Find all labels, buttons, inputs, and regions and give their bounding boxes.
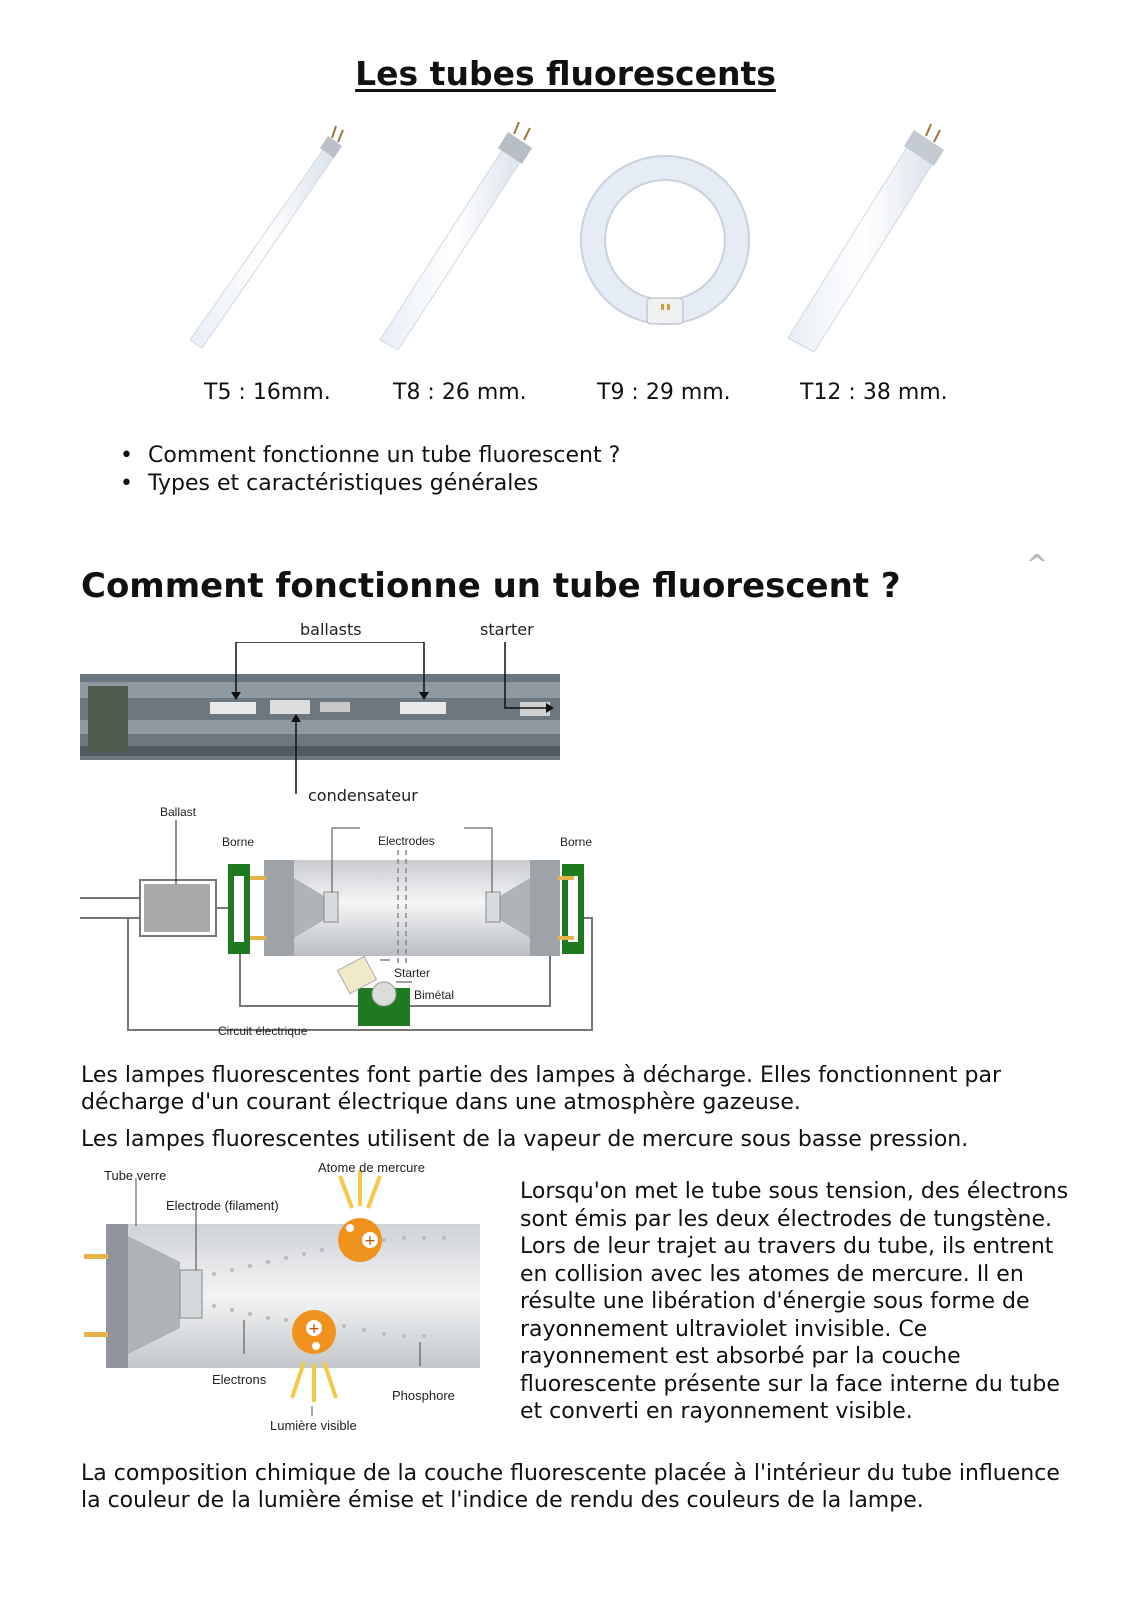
page-title: Les tubes fluorescents bbox=[355, 54, 776, 93]
section-title: Comment fonctionne un tube fluorescent ? bbox=[81, 566, 901, 606]
label-starter: starter bbox=[480, 620, 534, 639]
label-starter-circuit: Starter bbox=[394, 966, 431, 980]
svg-text:+: + bbox=[364, 1233, 376, 1249]
back-to-top-icon[interactable]: ^ bbox=[1026, 550, 1048, 580]
tube-label-t9: T9 : 29 mm. bbox=[597, 380, 731, 405]
tube-t8-image bbox=[370, 112, 550, 352]
label-bimetal: Bimétal bbox=[414, 988, 455, 1002]
label-atome-mercure: Atome de mercure bbox=[318, 1160, 425, 1175]
tube-label-t8: T8 : 26 mm. bbox=[393, 380, 527, 405]
label-ballasts: ballasts bbox=[300, 620, 362, 639]
label-electrons: Electrons bbox=[212, 1372, 267, 1387]
label-borne-right: Borne bbox=[560, 835, 593, 849]
tube-t5-image bbox=[180, 112, 360, 352]
tube-t9-image bbox=[565, 112, 765, 352]
paragraph-composition: La composition chimique de la couche fluorescente placée à l'intérieur du tube influence la couleur de la lumière émise et l'indice de rendu des couleurs de la lampe. bbox=[81, 1461, 1060, 1513]
tube-t12-image bbox=[780, 112, 960, 352]
circuit-diagram bbox=[80, 820, 600, 1056]
label-borne-left: Borne bbox=[222, 835, 255, 849]
paragraph-mercure: Les lampes fluorescentes utilisent de la vapeur de mercure sous basse pression. bbox=[81, 1127, 969, 1152]
tube-label-t5: T5 : 16mm. bbox=[204, 380, 331, 405]
toc-link-types[interactable]: • Types et caractéristiques générales bbox=[120, 470, 620, 498]
label-condensateur: condensateur bbox=[308, 786, 418, 805]
tube-label-t12: T12 : 38 mm. bbox=[800, 380, 948, 405]
label-circuit: Circuit électrique bbox=[218, 1024, 308, 1038]
paragraph-decharge: Les lampes fluorescentes font partie des lampes à décharge. Elles fonctionnent par décharge d'un courant électrique dans une atmosphère gazeuse. bbox=[81, 1063, 1001, 1115]
label-ballast: Ballast bbox=[160, 805, 197, 819]
svg-text:+: + bbox=[308, 1321, 320, 1337]
label-electrode-filament: Electrode (filament) bbox=[166, 1198, 279, 1213]
label-phosphore: Phosphore bbox=[392, 1388, 455, 1403]
toc-link-fonctionnement[interactable]: • Comment fonctionne un tube fluorescent ? bbox=[120, 442, 620, 470]
table-of-contents bbox=[120, 442, 620, 498]
label-lumiere-visible: Lumière visible bbox=[270, 1418, 357, 1433]
label-tube-verre: Tube verre bbox=[104, 1168, 167, 1183]
label-electrodes: Electrodes bbox=[378, 834, 435, 848]
explanation-text: Lorsqu'on met le tube sous tension, des électrons sont émis par les deux électrodes de tungstène. Lors de leur trajet au travers du tube, ils entrent en collision avec les atomes de mercure. Il en résulte une libération d'énergie sous forme de rayonnement ultraviolet invisible. Ce rayonnement est absorbé par la couche fluorescente présente sur la face interne du tube et converti en rayonnement visible. bbox=[520, 1179, 1069, 1424]
